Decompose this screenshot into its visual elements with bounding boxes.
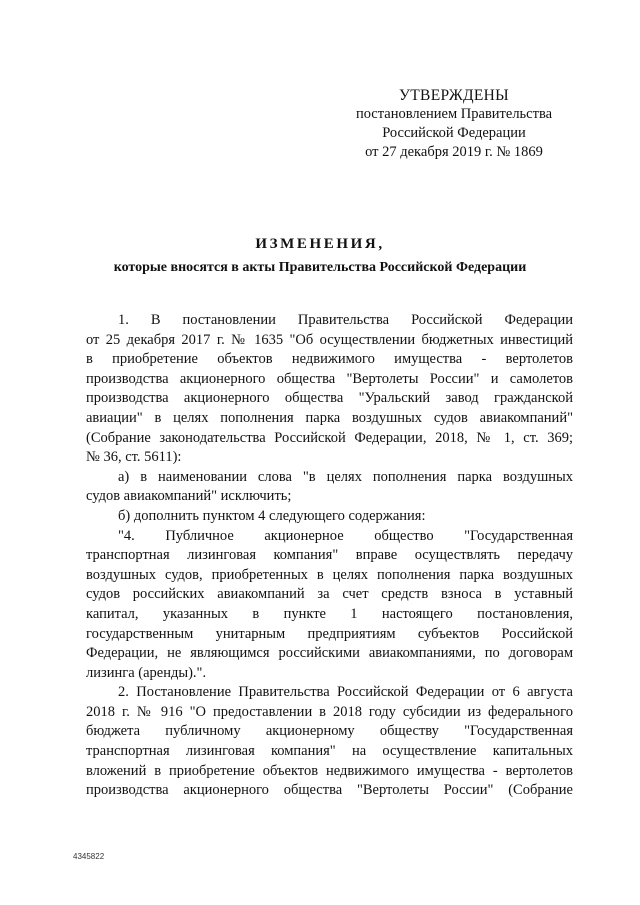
document-title: ИЗМЕНЕНИЯ, bbox=[255, 236, 385, 252]
body-line: капитал, указанных в пункте 1 настоящего постановления, bbox=[86, 605, 573, 622]
body-line: судов российских авиакомпаний за счет средств взноса в уставный bbox=[86, 586, 573, 603]
document-id: 4345822 bbox=[73, 852, 105, 861]
body-line: транспортная лизинговая компания" на осуществление капитальных bbox=[86, 743, 573, 760]
body-line: в приобретение объектов недвижимого имущества - вертолетов bbox=[86, 351, 573, 368]
body-line: б) дополнить пунктом 4 следующего содержания: bbox=[118, 507, 426, 524]
body-line: производства акционерного общества "Уральский завод гражданской bbox=[86, 390, 573, 407]
body-line: 2018 г. № 916 "О предоставлении в 2018 году субсидии из федерального bbox=[86, 703, 573, 720]
body-line: вложений в приобретение объектов недвижимого имущества - вертолетов bbox=[86, 762, 573, 779]
body-line: авиации" в целях пополнения парка воздушных судов авиакомпаний" bbox=[86, 409, 573, 426]
document-body bbox=[86, 311, 573, 801]
body-line: судов авиакомпаний" исключить; bbox=[86, 488, 292, 505]
approval-line-2: Российской Федерации bbox=[382, 125, 526, 141]
body-line: производства акционерного общества "Вертолеты России" (Собрание bbox=[86, 782, 573, 799]
body-line: государственным унитарным предприятиям субъектов Российской bbox=[86, 625, 573, 642]
approval-stamp-block bbox=[344, 86, 564, 162]
approval-line-1: постановлением Правительства bbox=[355, 106, 553, 122]
body-line: а) в наименовании слова "в целях пополнения парка воздушных bbox=[118, 468, 573, 485]
approval-line-3: от 27 декабря 2019 г. № 1869 bbox=[365, 144, 543, 160]
document-subtitle: которые вносятся в акты Правительства Российской Федерации bbox=[113, 260, 527, 275]
body-line: от 25 декабря 2017 г. № 1635 "Об осуществлении бюджетных инвестиций bbox=[86, 331, 573, 348]
body-line: лизинга (аренды).". bbox=[86, 664, 207, 681]
body-line: Федерации, не являющимся российскими авиакомпаниями, по договорам bbox=[86, 645, 573, 662]
body-line: 2. Постановление Правительства Российской Федерации от 6 августа bbox=[118, 684, 573, 701]
body-line: № 36, ст. 5611): bbox=[86, 449, 182, 466]
body-line: транспортная лизинговая компания" вправе осуществлять передачу bbox=[86, 547, 573, 564]
approval-heading: УТВЕРЖДЕНЫ bbox=[399, 87, 509, 104]
body-line: производства акционерного общества "Вертолеты России" и самолетов bbox=[86, 370, 573, 387]
body-line: воздушных судов, приобретенных в целях пополнения парка воздушных bbox=[86, 566, 573, 583]
body-line: бюджета публичному акционерному обществу "Государственная bbox=[86, 723, 573, 740]
body-line: 1. В постановлении Правительства Российской Федерации bbox=[118, 312, 573, 328]
body-line: "4. Публичное акционерное общество "Государственная bbox=[118, 527, 573, 544]
body-line: (Собрание законодательства Российской Федерации, 2018, № 1, ст. 369; bbox=[86, 429, 573, 446]
